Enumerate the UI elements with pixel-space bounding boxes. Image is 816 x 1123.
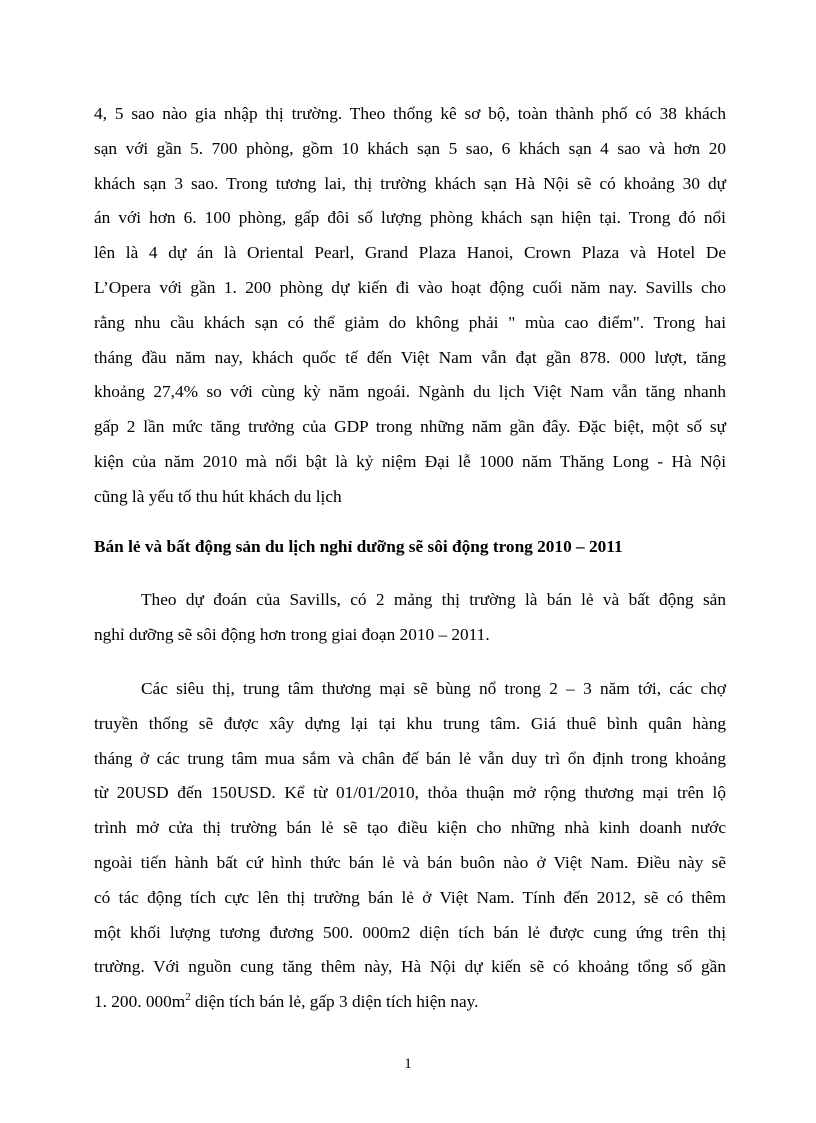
paragraph-last-line <box>94 985 726 1020</box>
section-heading: Bán lẻ và bất động sản du lịch nghỉ dưỡng sẽ sôi động trong 2010 – 2011 <box>94 537 623 556</box>
page-number: 1 <box>404 1056 412 1072</box>
paragraph-line: Các siêu thị, trung tâm thương mại sẽ bùng nổ trong 2 – 3 năm tới, các chợ <box>141 679 726 698</box>
paragraph-hotel-market <box>94 97 726 515</box>
square-superscript: 2 <box>185 991 191 1004</box>
paragraph-line: một khối lượng tương đương 500. 000m2 diện tích bán lẻ được cung ứng trên thị <box>94 922 726 942</box>
paragraph-line: án với hơn 6. 100 phòng, gấp đôi số lượng phòng khách sạn hiện tại. Trong đó nổi <box>94 208 726 228</box>
area-value: 1. 200. 000m <box>94 992 186 1012</box>
paragraph-retail-market <box>94 672 726 1020</box>
paragraph-line: truyền thống sẽ được xây dựng lại tại khu trung tâm. Giá thuê bình quân hàng <box>94 713 726 733</box>
paragraph-line: ngoài tiến hành bất cứ hình thức bán lẻ và bán buôn nào ở Việt Nam. Điều này sẽ <box>94 852 726 872</box>
paragraph-line: lên là 4 dự án là Oriental Pearl, Grand Plaza Hanoi, Crown Plaza và Hotel De <box>94 243 726 263</box>
paragraph-line: sạn với gần 5. 700 phòng, gồm 10 khách sạn 5 sao, 6 khách sạn 4 sao và hơn 20 <box>94 138 726 158</box>
paragraph-line: tháng đầu năm nay, khách quốc tế đến Việt Nam vẫn đạt gần 878. 000 lượt, tăng <box>94 347 726 367</box>
paragraph-line: gấp 2 lần mức tăng trưởng của GDP trong những năm gần đây. Đặc biệt, một số sự <box>94 417 726 437</box>
paragraph-line: trình mở cửa thị trường bán lẻ sẽ tạo điều kiện cho những nhà kinh doanh nước <box>94 818 726 838</box>
paragraph-line: Theo dự đoán của Savills, có 2 mảng thị trường là bán lẻ và bất động sản <box>141 590 726 609</box>
paragraph-line: cũng là yếu tố thu hút khách du lịch <box>94 486 342 506</box>
paragraph-savills-forecast <box>94 583 726 653</box>
paragraph-line: trường. Với nguồn cung tăng thêm này, Hà Nội dự kiến sẽ có khoảng tổng số gần <box>94 957 726 977</box>
paragraph-line: 4, 5 sao nào gia nhập thị trường. Theo thống kê sơ bộ, toàn thành phố có 38 khách <box>94 104 726 123</box>
paragraph-line: rằng nhu cầu khách sạn có thể giảm do không phải " mùa cao điểm". Trong hai <box>94 312 726 332</box>
paragraph-line: khoảng 27,4% so với cùng kỳ năm ngoái. Ngành du lịch Việt Nam vẫn tăng nhanh <box>94 382 726 402</box>
paragraph-line: tháng ở các trung tâm mua sắm và chân đế bán lẻ vẫn duy trì ổn định trong khoảng <box>94 748 726 768</box>
paragraph-line-rest: diện tích bán lẻ, gấp 3 diện tích hiện nay. <box>190 992 479 1012</box>
paragraph-line: có tác động tích cực lên thị trường bán lẻ ở Việt Nam. Tính đến 2012, sẽ có thêm <box>94 887 726 907</box>
paragraph-line: từ 20USD đến 150USD. Kể từ 01/01/2010, thỏa thuận mở rộng thương mại trên lộ <box>94 783 726 803</box>
paragraph-line: nghỉ dưỡng sẽ sôi động hơn trong giai đoạn 2010 – 2011. <box>94 624 490 644</box>
paragraph-line: L’Opera với gần 1. 200 phòng dự kiến đi vào hoạt động cuối năm nay. Savills cho <box>94 277 726 297</box>
paragraph-line: khách sạn 3 sao. Trong tương lai, thị trường khách sạn Hà Nội sẽ có khoảng 30 dự <box>94 173 726 193</box>
paragraph-line: kiện của năm 2010 mà nổi bật là kỷ niệm Đại lễ 1000 năm Thăng Long - Hà Nội <box>94 451 726 471</box>
